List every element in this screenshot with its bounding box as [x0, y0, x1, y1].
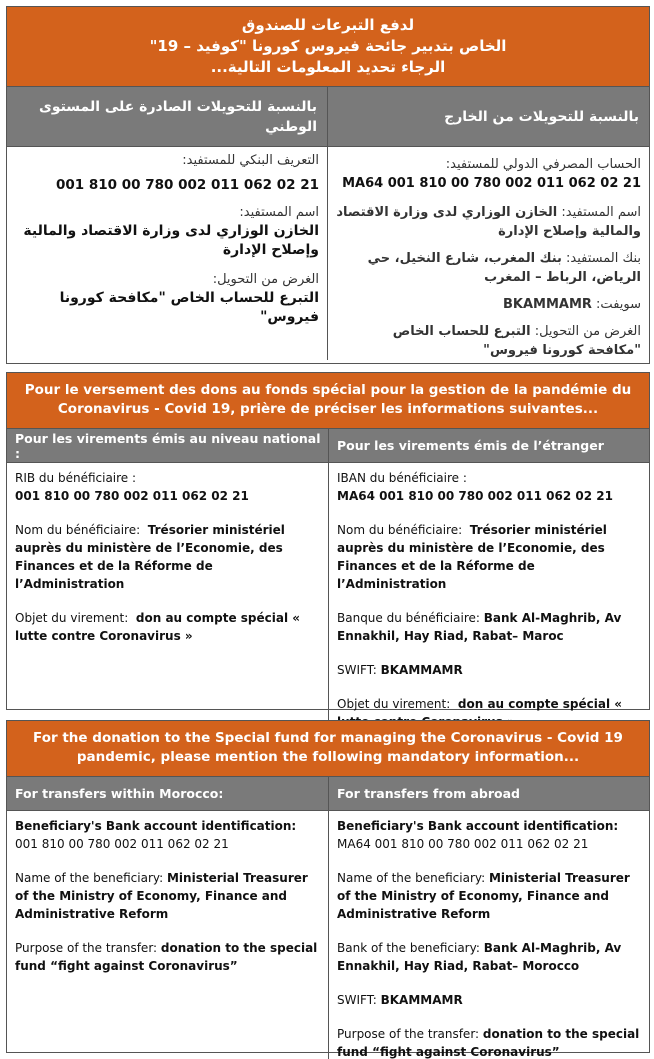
french-swift-label: SWIFT: — [337, 663, 377, 677]
english-national-name-label: Name of the beneficiary: — [15, 871, 164, 885]
french-col-national — [7, 429, 328, 731]
arabic-rib-label: التعريف البنكي للمستفيد: — [182, 153, 319, 168]
english-abroad-purpose-value: donation to the special fund “fight against Coronavirus” — [337, 1027, 640, 1059]
french-iban-value: MA64 001 810 00 780 002 011 062 02 21 — [337, 489, 613, 503]
french-col-abroad — [328, 429, 649, 731]
arabic-abroad-purpose-value: التبرع للحساب الخاص "مكافحة كورونا فيروس" — [392, 324, 641, 358]
french-national-name-value: Trésorier ministériel auprès du ministère de l’Economie, des Finances et de la Réforme de l’Administration — [15, 523, 285, 591]
arabic-title — [7, 7, 649, 87]
french-bank-value: Bank Al-Maghrib, Av Ennakhil, Hay Riad, Rabat– Maroc — [337, 611, 622, 643]
english-donation-block — [6, 720, 650, 1059]
english-national-purpose-value: donation to the special fund “fight against Coronavirus” — [15, 941, 318, 973]
arabic-rib-value: 001 810 00 780 002 011 062 02 21 — [55, 177, 319, 193]
french-abroad-purpose-label: Objet du virement: — [337, 697, 451, 711]
french-col-national-header: Pour les virements émis au niveau national : — [7, 429, 328, 463]
english-abroad-name-value: Ministerial Treasurer of the Ministry of Economy, Finance and Administrative Reform — [337, 871, 630, 921]
english-national-name-value: Ministerial Treasurer of the Ministry of Economy, Finance and Administrative Reform — [15, 871, 308, 921]
english-columns — [7, 777, 649, 1059]
english-col-abroad-header: For transfers from abroad — [329, 777, 649, 811]
arabic-swift-value: BKAMMAMR — [502, 297, 592, 312]
french-national-name-label: Nom du bénéficiaire: — [15, 523, 141, 537]
english-col-national-header: For transfers within Morocco: — [7, 777, 328, 811]
french-title: Pour le versement des dons au fonds spécial pour la gestion de la pandémie du Coronavirus - Covid 19, prière de préciser les informations suivantes... — [7, 373, 649, 429]
arabic-iban-value: MA64 001 810 00 780 002 011 062 02 21 — [342, 176, 641, 191]
arabic-col-national — [7, 87, 328, 360]
french-donation-block — [6, 372, 650, 710]
english-swift-label: SWIFT: — [337, 993, 377, 1007]
french-abroad-name-label: Nom du bénéficiaire: — [337, 523, 463, 537]
french-swift-value: BKAMMAMR — [380, 663, 463, 677]
arabic-iban-label: الحساب المصرفي الدولي للمستفيد: — [445, 157, 641, 172]
french-abroad-name-value: Trésorier ministériel auprès du ministère de l’Economie, des Finances et de la Réforme de l’Administration — [337, 523, 607, 591]
arabic-swift-label: سويفت: — [596, 297, 641, 312]
french-rib-label: RIB du bénéficiaire : — [15, 471, 137, 485]
english-abroad-purpose-label: Purpose of the transfer: — [337, 1027, 480, 1041]
arabic-abroad-name-value: الخازن الوزاري لدى وزارة الاقتصاد والمالية وإصلاح الإدارة — [336, 205, 641, 239]
french-national-purpose-label: Objet du virement: — [15, 611, 129, 625]
english-rib-label: Beneficiary's Bank account identification: — [15, 819, 297, 833]
english-col-national — [7, 777, 328, 1059]
english-national-purpose-label: Purpose of the transfer: — [15, 941, 158, 955]
arabic-national-name-value: الخازن الوزاري لدى وزارة الاقتصاد والمالية وإصلاح الإدارة — [23, 223, 319, 258]
english-col-abroad — [328, 777, 649, 1059]
french-col-abroad-header: Pour les virements émis de l’étranger — [329, 429, 649, 463]
arabic-abroad-purpose-label: الغرض من التحويل: — [534, 324, 641, 339]
english-abroad-name-label: Name of the beneficiary: — [337, 871, 486, 885]
arabic-national-purpose-label: الغرض من التحويل: — [212, 272, 319, 287]
english-title: For the donation to the Special fund for managing the Coronavirus - Covid 19 pandemic, please mention the following mandatory information... — [7, 721, 649, 777]
arabic-bank-label: بنك المستفيد: — [566, 251, 641, 266]
english-bank-value: Bank Al-Maghrib, Av Ennakhil, Hay Riad, Rabat– Morocco — [337, 941, 622, 973]
english-bank-label: Bank of the beneficiary: — [337, 941, 480, 955]
french-national-purpose-value: don au compte spécial « lutte contre Coronavirus » — [15, 611, 301, 643]
french-columns — [7, 429, 649, 731]
arabic-col-abroad — [328, 87, 649, 360]
arabic-national-purpose-value: التبرع للحساب الخاص "مكافحة كورونا فيروس" — [59, 290, 319, 325]
arabic-col-abroad-header: بالنسبة للتحويلات من الخارج — [328, 87, 649, 147]
arabic-col-national-header: بالنسبة للتحويلات الصادرة على المستوى الوطني — [7, 87, 327, 147]
arabic-title-line-2: الخاص بتدبير جائحة فيروس كورونا "كوفيد – 19" — [149, 37, 507, 55]
french-iban-label: IBAN du bénéficiaire : — [337, 471, 467, 485]
english-iban-value: MA64 001 810 00 780 002 011 062 02 21 — [337, 837, 589, 851]
arabic-donation-block — [6, 6, 650, 364]
french-bank-label: Banque du bénéficiaire: — [337, 611, 480, 625]
english-rib-value: 001 810 00 780 002 011 062 02 21 — [15, 837, 229, 851]
arabic-title-line-1: لدفع التبرعات للصندوق — [241, 16, 415, 34]
arabic-columns — [7, 87, 649, 360]
french-rib-value: 001 810 00 780 002 011 062 02 21 — [15, 489, 249, 503]
arabic-title-line-3: الرجاء تحديد المعلومات التالية... — [210, 58, 446, 76]
arabic-bank-value: بنك المغرب، شارع النخيل، حي الرياض، الرباط – المغرب — [367, 251, 641, 285]
english-iban-label: Beneficiary's Bank account identification: — [337, 819, 619, 833]
arabic-abroad-name-label: اسم المستفيد: — [561, 205, 641, 220]
french-abroad-purpose-value: don au compte spécial « — [457, 697, 623, 711]
english-swift-value: BKAMMAMR — [380, 993, 463, 1007]
arabic-national-name-label: اسم المستفيد: — [239, 205, 319, 220]
